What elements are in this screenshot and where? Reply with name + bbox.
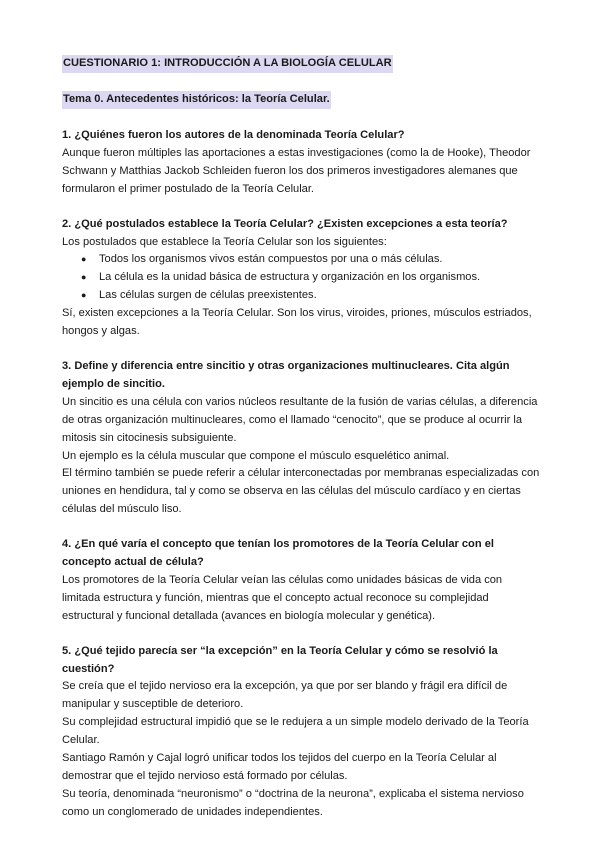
document-title: CUESTIONARIO 1: INTRODUCCIÓN A LA BIOLOGÍA CELULAR [62, 55, 393, 73]
question-heading: 5. ¿Qué tejido parecía ser “la excepción” en la Teoría Celular y cómo se resolvió la cuestión? [62, 644, 498, 675]
title-block [62, 55, 540, 73]
answer-paragraph: Aunque fueron múltiples las aportaciones a estas investigaciones (como la de Hooke), Theodor Schwann y Matthias Jackob Schleiden fueron los dos primeros investigadores alemanes que formularon el primer postulado de la Teoría Celular. [62, 146, 531, 195]
answer-paragraph: Sí, existen excepciones a la Teoría Celular. Son los virus, viroides, priones, músculos estriados, hongos y algas. [62, 307, 532, 338]
answer-paragraph: Su teoría, denominada “neuronismo” o “doctrina de la neurona”, explicaba el sistema nervioso como un conglomerado de unidades independientes. [62, 787, 524, 818]
question-heading: 3. Define y diferencia entre sincitio y otras organizaciones multinucleares. Cita algún ejemplo de sincitio. [62, 359, 510, 390]
list-item-text: Todos los organismos vivos están compuestos por una o más células. [99, 253, 443, 266]
question-section-3 [62, 358, 540, 519]
answer-paragraph: Santiago Ramón y Cajal logró unificar todos los tejidos del cuerpo en la Teoría Celular al demostrar que el tejido nervioso está formado por células. [62, 752, 497, 782]
question-heading: 1. ¿Quiénes fueron los autores de la denominada Teoría Celular? [62, 129, 405, 141]
bullet-icon: ● [81, 272, 87, 283]
question-section-2 [62, 216, 540, 341]
document-page [62, 55, 540, 839]
bullet-icon: ● [81, 290, 87, 301]
list-item-text: La célula es la unidad básica de estructura y organización en los organismos. [99, 271, 481, 284]
answer-paragraph: Un ejemplo es la célula muscular que compone el músculo esquelético animal. [62, 449, 450, 462]
question-heading: 2. ¿Qué postulados establece la Teoría Celular? ¿Existen excepciones a esta teoría? [62, 217, 508, 230]
question-heading: 4. ¿En qué varía el concepto que tenían los promotores de la Teoría Celular con el concepto actual de célula? [62, 538, 494, 569]
answer-paragraph: Un sincitio es una célula con varios núcleos resultante de la fusión de varias células, a diferencia de otras organización multinucleares, como el llamado “cenocito”, que se produce al ocurrir la mitosis sin citocinesis subsiguiente. [62, 395, 538, 444]
question-section-5 [62, 643, 540, 822]
topic-subtitle: Tema 0. Antecedentes históricos: la Teoría Celular. [62, 91, 331, 109]
postulates-list [62, 251, 540, 305]
question-section-4 [62, 536, 540, 626]
list-item [62, 269, 540, 287]
answer-paragraph: Se creía que el tejido nervioso era la excepción, ya que por ser blando y frágil era difícil de manipular y susceptible de deterioro. [62, 680, 508, 711]
bullet-icon: ● [81, 254, 87, 265]
answer-paragraph: Los promotores de la Teoría Celular veían las células como unidades básicas de vida con limitada estructura y función, mientras que el concepto actual reconoce su complejidad estructural y funcional detallada (avances en biología molecular y genética). [62, 573, 503, 622]
answer-paragraph: Su complejidad estructural impidió que se le redujera a un simple modelo derivado de la Teoría Celular. [62, 716, 529, 747]
question-section-1 [62, 127, 540, 199]
subtitle-block [62, 91, 540, 109]
answer-paragraph: El término también se puede referir a célular interconectadas por membranas especializadas con uniones en hendidura, tal y como se observa en las células del músculo cardíaco y en ciertas células del músculo liso. [62, 467, 540, 516]
list-item-text: Las células surgen de células preexistentes. [99, 289, 317, 302]
answer-intro: Los postulados que establece la Teoría Celular son los siguientes: [62, 235, 387, 248]
list-item [62, 287, 540, 305]
list-item [62, 251, 540, 269]
